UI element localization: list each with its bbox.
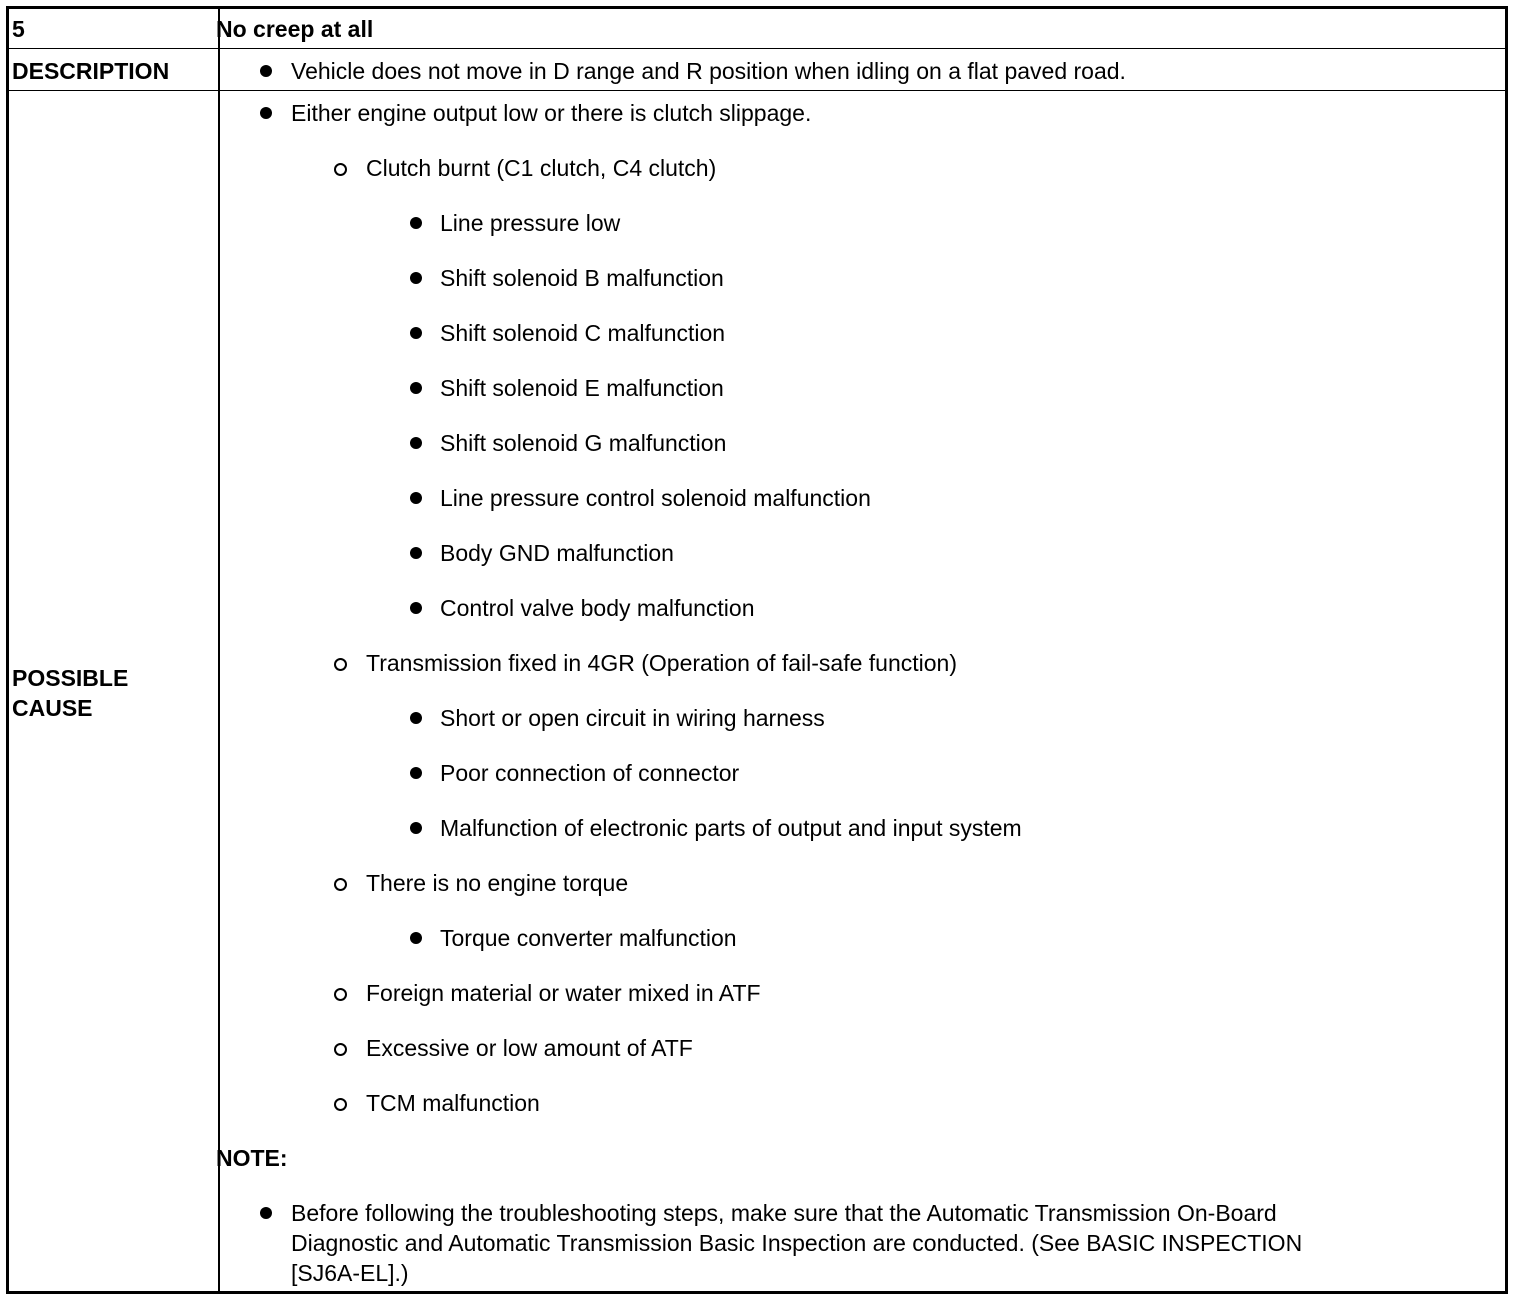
bullet-dot xyxy=(410,822,422,834)
cause-item: Line pressure control solenoid malfunction xyxy=(440,485,871,511)
cause-item: TCM malfunction xyxy=(366,1090,540,1116)
troubleshooting-table xyxy=(6,6,1508,1294)
bullet-dot xyxy=(260,107,272,119)
cause-item: Shift solenoid B malfunction xyxy=(440,265,724,291)
cause-item: Foreign material or water mixed in ATF xyxy=(366,980,761,1006)
description-label: DESCRIPTION xyxy=(12,58,170,84)
note-line: Diagnostic and Automatic Transmission Basic Inspection are conducted. (See BASIC INSPECTION xyxy=(291,1230,1303,1256)
note-line: Before following the troubleshooting steps, make sure that the Automatic Transmission On-Board xyxy=(291,1200,1277,1226)
note-line: [SJ6A-EL].) xyxy=(291,1260,409,1286)
cause-item: Excessive or low amount of ATF xyxy=(366,1035,693,1061)
bullet-dot xyxy=(410,602,422,614)
bullet-dot xyxy=(410,327,422,339)
bullet-dot xyxy=(260,1207,272,1219)
cause-item: Shift solenoid C malfunction xyxy=(440,320,726,346)
cause-item: Malfunction of electronic parts of output and input system xyxy=(440,815,1022,841)
bullet-ring xyxy=(334,1043,347,1056)
possible-cause-label: POSSIBLE xyxy=(12,665,129,691)
symptom-number: 5 xyxy=(12,16,25,42)
bullet-dot xyxy=(410,492,422,504)
cause-item: Either engine output low or there is clutch slippage. xyxy=(291,100,812,126)
cause-item: Body GND malfunction xyxy=(440,540,674,566)
cause-item: Shift solenoid E malfunction xyxy=(440,375,724,401)
bullet-ring xyxy=(334,658,347,671)
cause-item: Torque converter malfunction xyxy=(440,925,737,951)
symptom-title: No creep at all xyxy=(216,16,374,42)
row-divider-header xyxy=(9,48,1505,49)
column-divider xyxy=(218,9,220,1291)
cause-item: Short or open circuit in wiring harness xyxy=(440,705,825,731)
bullet-dot xyxy=(410,547,422,559)
bullet-dot xyxy=(410,712,422,724)
possible-cause-label-line2: CAUSE xyxy=(12,695,93,721)
cause-item: Shift solenoid G malfunction xyxy=(440,430,727,456)
cause-item: Line pressure low xyxy=(440,210,621,236)
bullet-dot xyxy=(410,217,422,229)
note-label: NOTE: xyxy=(216,1145,288,1171)
bullet-dot xyxy=(410,272,422,284)
row-divider-description xyxy=(9,90,1505,91)
cause-item: Transmission fixed in 4GR (Operation of fail-safe function) xyxy=(366,650,958,676)
bullet-ring xyxy=(334,1098,347,1111)
bullet-dot xyxy=(410,932,422,944)
bullet-ring xyxy=(334,878,347,891)
bullet-dot xyxy=(410,382,422,394)
bullet-dot xyxy=(410,767,422,779)
bullet-dot xyxy=(260,65,272,77)
bullet-ring xyxy=(334,988,347,1001)
description-text: Vehicle does not move in D range and R position when idling on a flat paved road. xyxy=(291,58,1126,84)
cause-item: Clutch burnt (C1 clutch, C4 clutch) xyxy=(366,155,717,181)
cause-item: Poor connection of connector xyxy=(440,760,740,786)
cause-item: There is no engine torque xyxy=(366,870,629,896)
bullet-ring xyxy=(334,163,347,176)
cause-item: Control valve body malfunction xyxy=(440,595,755,621)
bullet-dot xyxy=(410,437,422,449)
